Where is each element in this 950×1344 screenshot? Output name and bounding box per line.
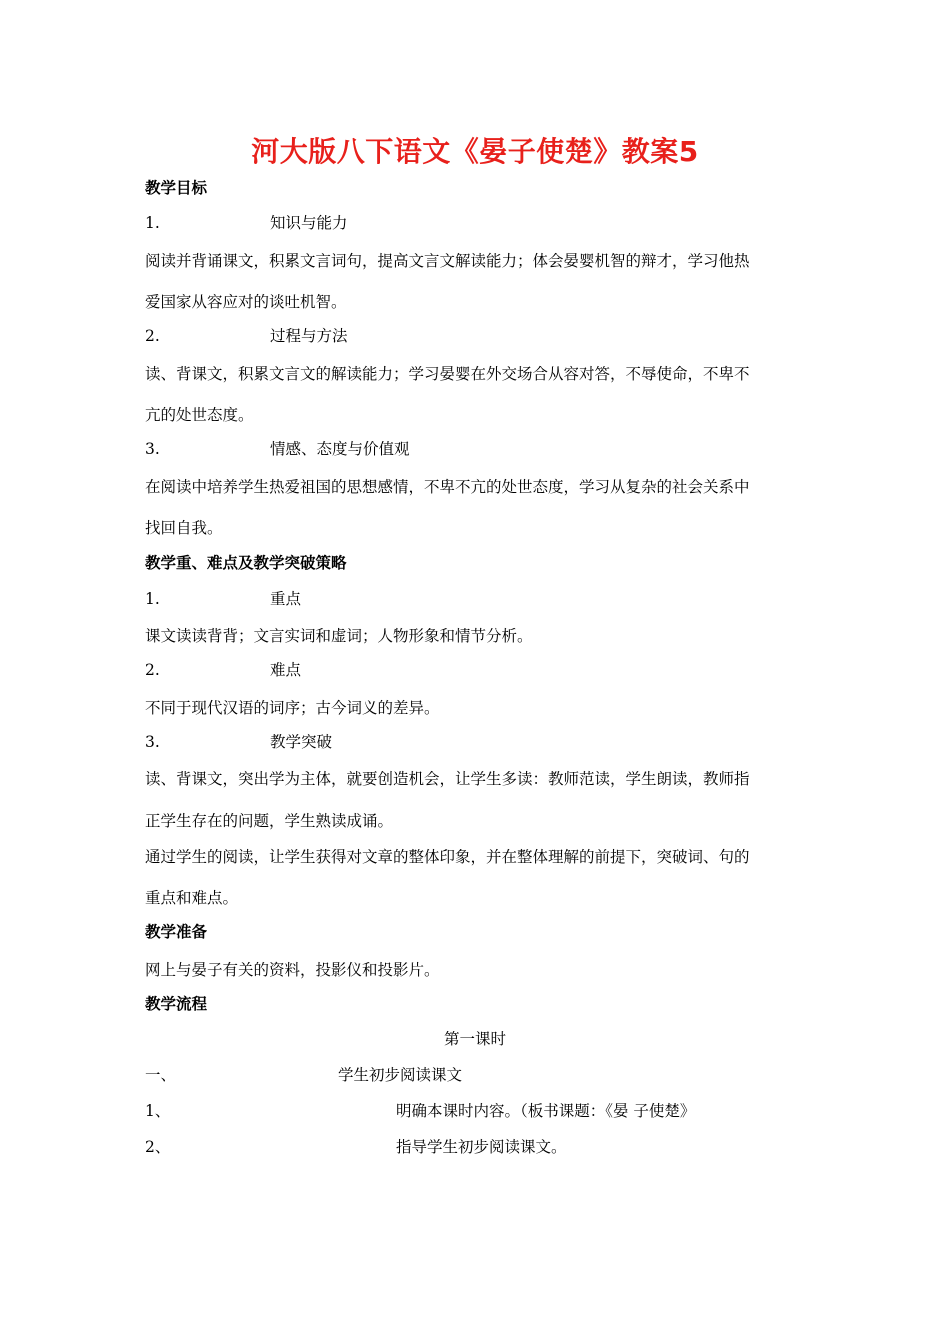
document-title: 河大版八下语文《晏子使楚》教案5 bbox=[251, 135, 699, 168]
lesson-title: 第一课时 bbox=[443, 1030, 506, 1048]
section-heading-keys: 教学重、难点及教学突破策略 bbox=[145, 554, 347, 572]
goal-1-text-line-1: 阅读并背诵课文，积累文言词句，提高文言文解读能力；体会晏婴机智的辩才，学习他热 bbox=[145, 252, 750, 270]
section-heading-prep: 教学准备 bbox=[145, 923, 208, 941]
prep-text: 网上与晏子有关的资料，投影仪和投影片。 bbox=[145, 961, 440, 979]
substep-2-number: 2、 bbox=[145, 1138, 171, 1156]
key-3-text-line-4: 重点和难点。 bbox=[145, 889, 239, 907]
step-1-number: 一、 bbox=[145, 1066, 177, 1084]
section-heading-flow: 教学流程 bbox=[145, 995, 208, 1013]
goal-2-label: 过程与方法 bbox=[270, 327, 348, 345]
key-2-number: 2. bbox=[145, 661, 160, 679]
key-2-label: 难点 bbox=[270, 661, 302, 679]
key-2-text-line-1: 不同于现代汉语的词序；古今词义的差异。 bbox=[145, 699, 440, 717]
substep-1-text: 明确本课时内容。（板书课题：《晏 子使楚》 bbox=[396, 1102, 696, 1120]
key-1-text-line-1: 课文读读背背；文言实词和虚词；人物形象和情节分析。 bbox=[145, 627, 533, 645]
goal-2-text-line-2: 亢的处世态度。 bbox=[145, 406, 254, 424]
key-3-number: 3. bbox=[145, 733, 160, 751]
goal-1-label: 知识与能力 bbox=[270, 214, 348, 232]
goal-3-number: 3. bbox=[145, 440, 160, 458]
goal-3-text-line-2: 找回自我。 bbox=[145, 519, 223, 537]
key-3-text-line-3: 通过学生的阅读，让学生获得对文章的整体印象，并在整体理解的前提下，突破词、句的 bbox=[145, 848, 750, 866]
key-3-label: 教学突破 bbox=[270, 733, 333, 751]
key-3-text-line-2: 正学生存在的问题，学生熟读成诵。 bbox=[145, 812, 394, 830]
goal-2-text-line-1: 读、背课文，积累文言文的解读能力；学习晏婴在外交场合从容对答，不辱使命，不卑不 bbox=[145, 365, 750, 383]
goal-3-text-line-1: 在阅读中培养学生热爱祖国的思想感情，不卑不亢的处世态度，学习从复杂的社会关系中 bbox=[145, 478, 750, 496]
goal-1-number: 1. bbox=[145, 214, 160, 232]
key-1-label: 重点 bbox=[270, 590, 302, 608]
key-1-number: 1. bbox=[145, 590, 160, 608]
step-1-label: 学生初步阅读课文 bbox=[338, 1066, 463, 1084]
key-3-text-line-1: 读、背课文，突出学为主体，就要创造机会，让学生多读：教师范读，学生朗读，教师指 bbox=[145, 770, 750, 788]
substep-1-number: 1、 bbox=[145, 1102, 171, 1120]
goal-3-label: 情感、态度与价值观 bbox=[270, 440, 410, 458]
substep-2-text: 指导学生初步阅读课文。 bbox=[396, 1138, 567, 1156]
goal-2-number: 2. bbox=[145, 327, 160, 345]
goal-1-text-line-2: 爱国家从容应对的谈吐机智。 bbox=[145, 293, 347, 311]
section-heading-goals: 教学目标 bbox=[145, 179, 208, 197]
